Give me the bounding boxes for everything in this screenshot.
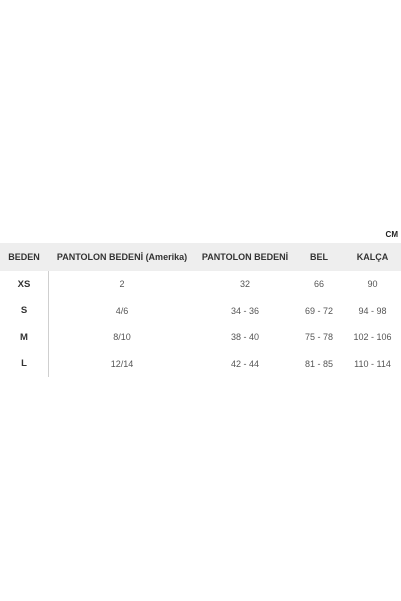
pant-size-cell: 42 - 44 — [230, 358, 260, 369]
size-cell: S — [20, 305, 28, 317]
us-size-cell: 8/10 — [113, 332, 131, 343]
hip-cell: 110 - 114 — [354, 358, 391, 369]
hip-cell: 102 - 106 — [353, 332, 392, 343]
us-size-cell: 4/6 — [115, 305, 129, 316]
table-header — [0, 243, 401, 271]
table-row — [0, 324, 401, 351]
size-table — [0, 243, 401, 377]
unit-label: CM — [385, 230, 398, 239]
waist-cell: 81 - 85 — [304, 358, 334, 369]
header-kalca: KALÇA — [356, 252, 389, 262]
table-row — [0, 351, 401, 378]
size-cell: XS — [17, 278, 31, 290]
size-cell: L — [21, 358, 27, 370]
waist-cell: 75 - 78 — [304, 332, 334, 343]
column-divider — [48, 271, 49, 377]
table-row — [0, 298, 401, 325]
us-size-cell: 2 — [119, 279, 125, 290]
pant-size-cell: 34 - 36 — [230, 305, 260, 316]
waist-cell: 69 - 72 — [304, 305, 334, 316]
waist-cell: 66 — [313, 279, 324, 290]
us-size-cell: 12/14 — [110, 358, 134, 369]
header-beden: BEDEN — [8, 252, 40, 262]
header-bel: BEL — [310, 252, 328, 262]
table-body — [0, 271, 401, 377]
hip-cell: 94 - 98 — [358, 305, 387, 316]
table-row — [0, 271, 401, 298]
size-cell: M — [20, 331, 28, 343]
header-pantolon-amerika: PANTOLON BEDENİ (Amerika) — [56, 252, 188, 262]
pant-size-cell: 32 — [239, 279, 250, 290]
hip-cell: 90 — [367, 279, 378, 290]
pant-size-cell: 38 - 40 — [230, 332, 260, 343]
header-pantolon-bedeni: PANTOLON BEDENİ — [201, 252, 289, 262]
